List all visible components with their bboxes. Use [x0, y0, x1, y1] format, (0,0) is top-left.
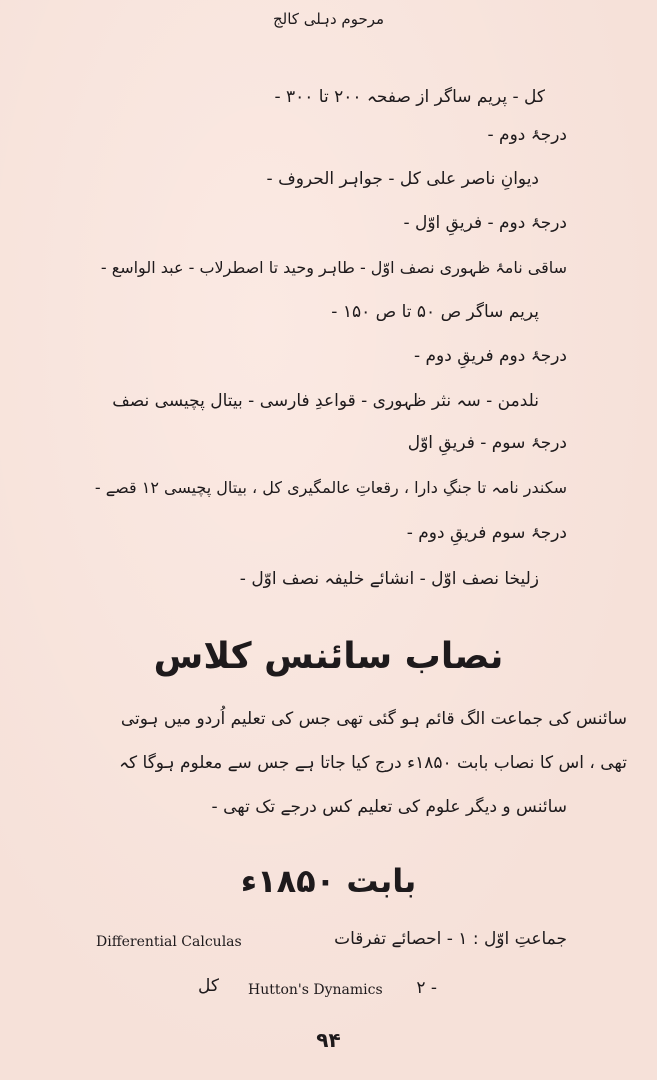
item-two-urdu: کل: [198, 976, 219, 996]
syllabus-line: سکندر نامہ تا جنگِ دارا ، رقعاتِ عالمگیری کل ، بیتال پچیسی ۱۲ قصے -: [94, 478, 567, 497]
syllabus-line: دیوانِ ناصر علی کل - جواہر الحروف -: [266, 169, 539, 189]
class-first-urdu: جماعتِ اوّل : ۱ - احصائے تفرقات: [334, 929, 567, 949]
syllabus-line: درجۂ دوم - فریقِ اوّل -: [403, 213, 567, 233]
paragraph-line: سائنس و دیگر علوم کی تعلیم کس درجے تک تھی -: [211, 797, 567, 817]
item-two-number: ۲ -: [416, 978, 437, 998]
year-heading: بابت ۱۸۵۰ء: [240, 862, 417, 900]
running-header: مرحوم دہلی کالج: [272, 10, 385, 28]
syllabus-line: درجۂ دوم -: [487, 125, 567, 145]
item-two-english: Hutton's Dynamics: [248, 982, 383, 998]
syllabus-line: ساقی نامۂ ظہوری نصف اوّل - طاہر وحید تا اصطرلاب - عبد الواسع -: [100, 258, 567, 277]
syllabus-line: پریم ساگر ص ۵۰ تا ص ۱۵۰ -: [331, 302, 539, 322]
class-first-english: Differential Calculas: [96, 934, 242, 950]
syllabus-line: نلدمن - سہ نثر ظہوری - قواعدِ فارسی - بیتال پچیسی نصف: [112, 391, 539, 411]
science-syllabus-heading: نصاب سائنس کلاس: [153, 636, 504, 677]
syllabus-line: درجۂ سوم فریقِ دوم -: [406, 523, 567, 543]
syllabus-line: درجۂ دوم فریقِ دوم -: [413, 346, 567, 366]
paragraph-line: تھی ، اس کا نصاب بابت ۱۸۵۰ء درج کیا جاتا ہے جس سے معلوم ہوگا کہ: [119, 753, 627, 773]
syllabus-line: زلیخا نصف اوّل - انشائے خلیفہ نصف اوّل -: [239, 569, 539, 589]
page-number: ۹۴: [316, 1028, 341, 1052]
paragraph-line: سائنس کی جماعت الگ قائم ہو گئی تھی جس کی تعلیم اُردو میں ہوتی: [120, 709, 627, 729]
syllabus-line: درجۂ سوم - فریقِ اوّل: [407, 433, 567, 453]
syllabus-line: کل - پریم ساگر از صفحہ ۲۰۰ تا ۳۰۰ -: [274, 87, 545, 107]
